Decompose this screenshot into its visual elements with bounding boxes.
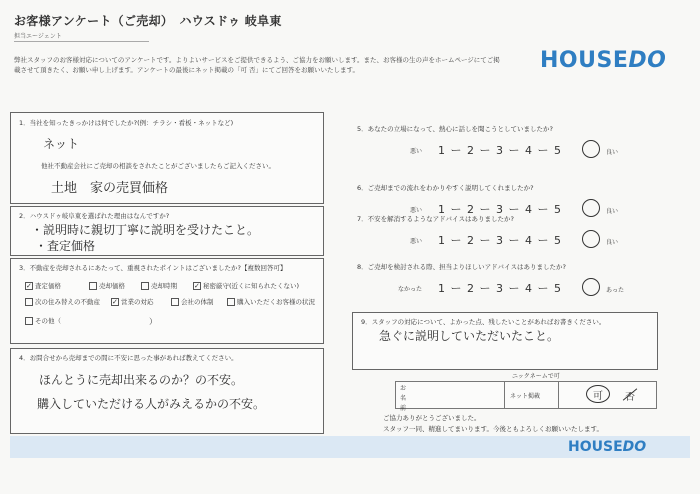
intro-text: 弊社スタッフのお客様対応についてのアンケートです。よりよいサービスをご提供できるよう、ご協力をお願いします。また、お客様の生の声をホームページにてご掲載させて頂きたく、お願い申し上げます。アンケートの最後にネット掲載の「可 否」にてご回答をお願いいたします。 bbox=[14, 56, 500, 74]
q2-question: 2．ハウスドゥ岐阜東を選ばれた理由はなんですか? bbox=[19, 212, 170, 220]
q3-option bbox=[25, 316, 61, 325]
rating-high-label: 良い bbox=[606, 239, 619, 246]
rating-question: 7．不安を解消するようなアドバイスはありましたか? bbox=[357, 215, 514, 223]
q3-option-label: 購入いただくお客様の状況 bbox=[237, 298, 315, 306]
name-divider bbox=[504, 382, 505, 408]
page-title: お客様アンケート（ご売却） ハウスドゥ 岐阜東 bbox=[14, 14, 282, 28]
rating-high-label: 良い bbox=[606, 149, 619, 156]
checked-box-icon[interactable]: ✓ bbox=[26, 282, 32, 290]
checkbox-icon[interactable] bbox=[171, 298, 179, 306]
q3-option bbox=[25, 281, 61, 290]
rating-selected-circle bbox=[582, 199, 600, 217]
q1-answer: ネット bbox=[43, 137, 80, 151]
rating-selected-circle bbox=[582, 278, 600, 296]
q3-question: 3．不動産を売却されるにあたって、重視されたポイントはございましたか?【複数回答可】 bbox=[19, 264, 287, 272]
q3-option bbox=[25, 297, 100, 306]
rating-question: 5．あなたの立場になって、熱心に話しを聞こうとしていましたか? bbox=[357, 125, 553, 133]
footer-logo bbox=[568, 439, 646, 455]
q3-option-label: 秘密厳守(近くに知られたくない) bbox=[203, 282, 300, 290]
q4-answer-1: ほんとうに売却出来るのか？の不安。 bbox=[39, 373, 244, 387]
rating-selected-circle bbox=[582, 230, 600, 248]
staff-underline bbox=[14, 41, 149, 42]
nickname-note: ニックネームで可 bbox=[512, 373, 560, 380]
checked-box-icon[interactable]: ✓ bbox=[194, 282, 200, 290]
thanks-line-1: ご協力ありがとうございました。 bbox=[383, 414, 481, 422]
logo-text-a: HOUSE bbox=[540, 48, 629, 73]
checked-box-icon[interactable]: ✓ bbox=[112, 298, 118, 306]
q1-sub-answer: 土地 家の売買価格 bbox=[51, 181, 169, 196]
q3-option-label: 売却時期 bbox=[151, 282, 177, 290]
rating-selected-circle bbox=[582, 140, 600, 158]
q3-option-label: 査定価格 bbox=[35, 282, 61, 290]
rating-low-label: 悪い bbox=[410, 207, 423, 214]
rating-question: 8．ご売却を検討される際、担当よりほしいアドバイスはありましたか? bbox=[357, 263, 566, 271]
q3-option bbox=[227, 297, 315, 306]
logo-text-b: DO bbox=[628, 48, 667, 73]
staff-label: 担当エージェント bbox=[14, 33, 62, 40]
rating-high-label: 良い bbox=[606, 208, 619, 215]
q9-question: 9．スタッフの対応について、よかった点、残したいことがあればお書きください。 bbox=[361, 318, 606, 326]
housedo-logo bbox=[540, 48, 666, 73]
q4-box bbox=[10, 348, 324, 434]
q3-option-label: 売却価格 bbox=[99, 282, 125, 290]
q4-question: 4．お問合せから売却までの間に不安に思った事があれば教えてください。 bbox=[19, 354, 238, 362]
name-block bbox=[395, 381, 657, 412]
rating-low-label: 悪い bbox=[410, 148, 423, 155]
q3-box bbox=[10, 258, 324, 344]
rating-scale[interactable]: 1 ー 2 ー 3 ー 4 ー 5 bbox=[438, 203, 562, 216]
thanks-line-2: スタッフ一同、精進してまいります。今後ともよろしくお願いいたします。 bbox=[383, 425, 603, 433]
rating-scale[interactable]: 1 ー 2 ー 3 ー 4 ー 5 bbox=[438, 282, 562, 295]
q3-option bbox=[193, 281, 299, 290]
q1-box bbox=[10, 112, 324, 204]
rating-question: 6．ご売却までの流れをわかりやすく説明してくれましたか? bbox=[357, 184, 534, 192]
checkbox-icon[interactable] bbox=[89, 282, 97, 290]
checkbox-icon[interactable] bbox=[141, 282, 149, 290]
q1-sub-question: 他社不動産会社にご売却の相談をされたことがございましたらご記入ください。 bbox=[41, 162, 275, 170]
q3-option-label: 会社の体制 bbox=[181, 298, 214, 306]
q3-option-label: その他（ bbox=[35, 317, 61, 325]
net-divider bbox=[558, 382, 559, 408]
q3-other-close: ） bbox=[149, 317, 157, 326]
rating-low-label: なかった bbox=[398, 286, 423, 293]
q9-box bbox=[352, 312, 658, 370]
footer-logo-b: DO bbox=[622, 439, 647, 455]
q3-option bbox=[171, 297, 214, 306]
q3-option bbox=[141, 281, 177, 290]
q3-option bbox=[111, 297, 154, 306]
q2-answer-2: ・査定価格 bbox=[35, 239, 96, 253]
rating-low-label: 悪い bbox=[410, 238, 423, 245]
footer-logo-a: HOUSE bbox=[568, 439, 623, 455]
checkbox-icon[interactable] bbox=[25, 298, 33, 306]
q3-option-label: 次の住み替えの不動産 bbox=[35, 298, 100, 306]
checkbox-icon[interactable] bbox=[227, 298, 235, 306]
net-yes: 可 bbox=[593, 391, 603, 402]
rating-high-label: あった bbox=[606, 287, 624, 294]
q9-answer: 急ぐに説明していただいたこと。 bbox=[379, 329, 560, 343]
net-label: ネット掲載 bbox=[510, 393, 541, 400]
rating-scale[interactable]: 1 ー 2 ー 3 ー 4 ー 5 bbox=[438, 234, 562, 247]
q3-option bbox=[89, 281, 125, 290]
checkbox-icon[interactable] bbox=[25, 317, 33, 325]
q2-answer-1: ・説明時に親切丁寧に説明を受けたこと。 bbox=[31, 223, 260, 237]
q3-option-label: 営業の対応 bbox=[121, 298, 154, 306]
q2-box bbox=[10, 206, 324, 256]
q1-question: 1．当社を知ったきっかけは何でしたか?(例：チラシ・看板・ネットなど) bbox=[19, 119, 234, 127]
rating-scale[interactable]: 1 ー 2 ー 3 ー 4 ー 5 bbox=[438, 144, 562, 157]
net-no: 否 bbox=[625, 392, 635, 403]
name-label: お名前 bbox=[400, 385, 407, 412]
q4-answer-2: 購入していただける人がみえるかの不安。 bbox=[37, 397, 266, 411]
